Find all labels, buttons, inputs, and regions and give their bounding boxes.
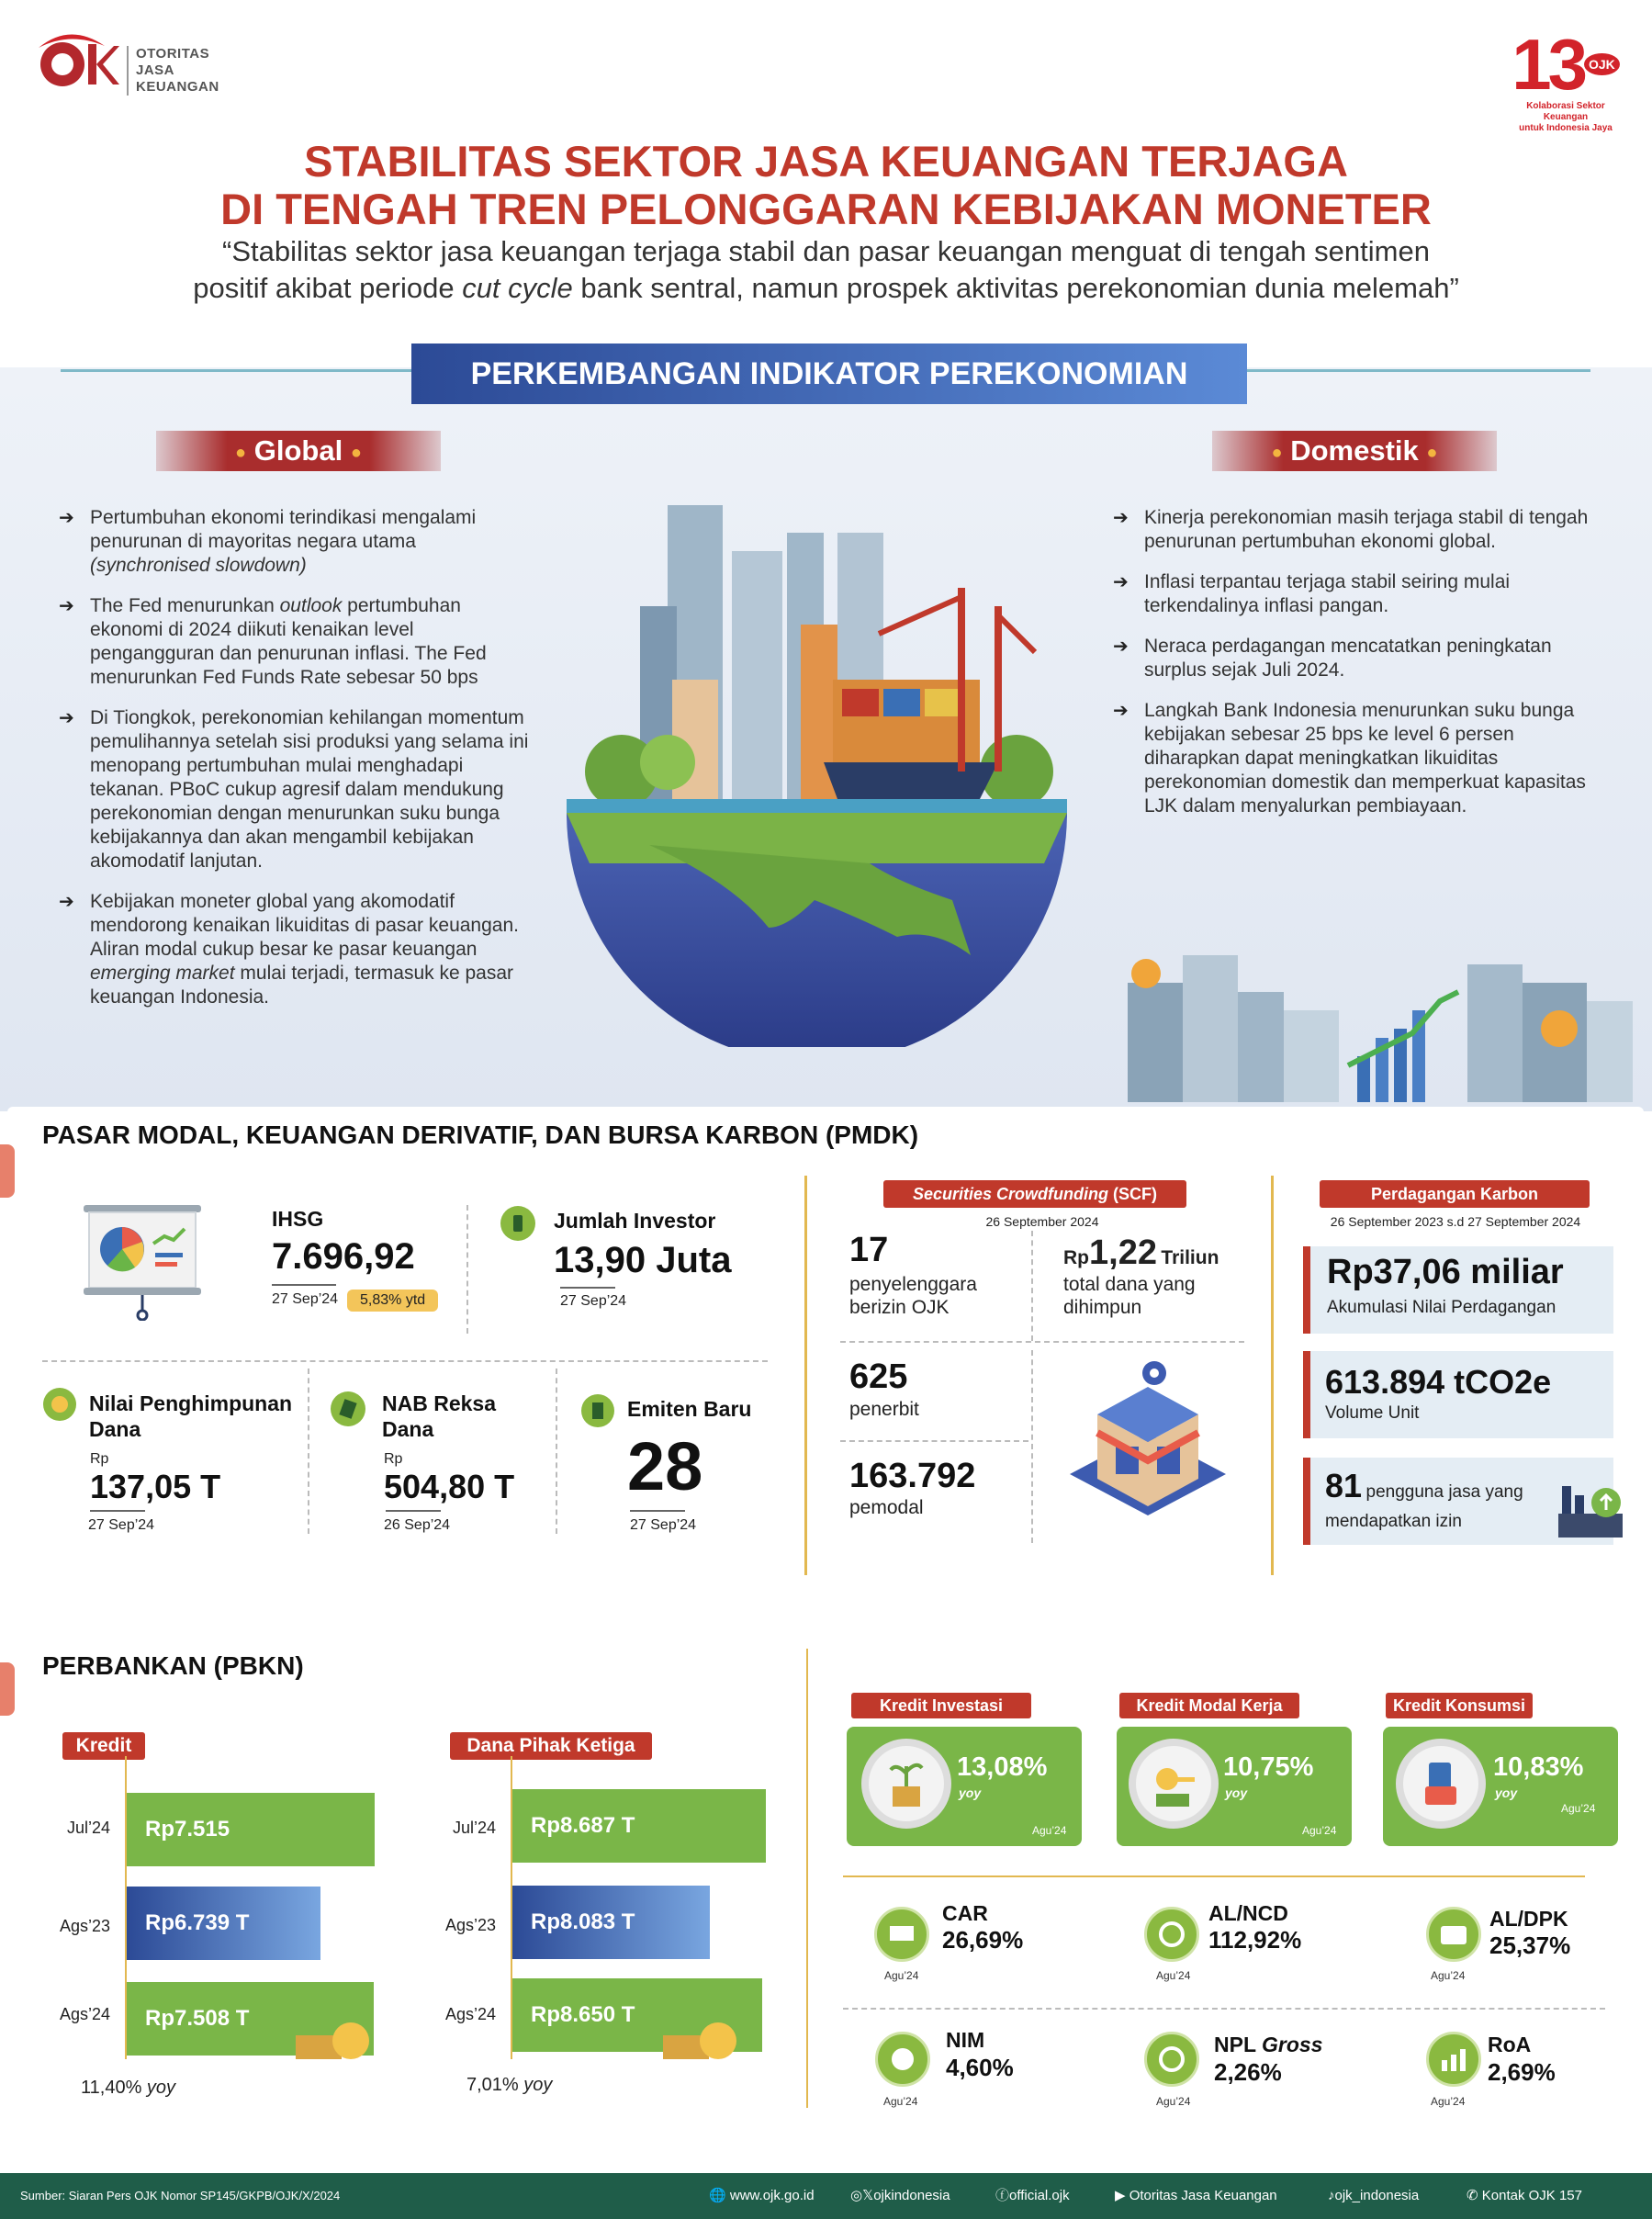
city-globe-illustration [567, 496, 1067, 1047]
global-list [59, 506, 536, 1026]
kredit-konsumsi-value: 10,83% [1493, 1752, 1584, 1782]
npl-name-text: NPL [1214, 2033, 1262, 2056]
bar-period-label: Jul’24 [452, 1819, 496, 1837]
kredit-modal-kerja-date: Agu’24 [1302, 1824, 1337, 1837]
gold-divider [1271, 1176, 1274, 1575]
emiten-label: Emiten Baru [627, 1397, 752, 1421]
anniv-tagline: Kolaborasi Sektor Keuangan [1526, 101, 1605, 122]
karbon-date: 26 September 2023 s.d 27 September 2024 [1330, 1214, 1581, 1229]
dot-icon: ● [1271, 442, 1283, 463]
ihsg-label: IHSG [272, 1207, 324, 1231]
ratio-aldpk-name: AL/DPK [1489, 1907, 1568, 1931]
bar-period-label: Ags’23 [444, 1916, 496, 1934]
logo-text-line: JASA [136, 62, 175, 78]
yoy-value: 7,01% [466, 2075, 519, 2095]
instagram-x-icon: ◎𝕏 [850, 2188, 874, 2203]
domestik-list [1113, 506, 1600, 835]
section-tab [0, 1662, 15, 1716]
list-item: ➔ Neraca perdagangan mencatatkan peningkatan surplus sejak Juli 2024. [1113, 635, 1600, 682]
section-title: PERKEMBANGAN INDIKATOR PEREKONOMIAN [411, 344, 1247, 404]
ratio-alncd-value: 112,92% [1208, 1926, 1302, 1954]
dpk-bar-ags23: Rp8.083 T [512, 1886, 710, 1959]
kredit-investasi-value: 13,08% [957, 1752, 1048, 1782]
scf-pemodal-label: pemodal [849, 1497, 924, 1518]
footer [0, 2173, 1652, 2219]
money-cycle-icon [1144, 1907, 1199, 1962]
ratio-car-value: 26,69% [942, 1926, 1024, 1954]
item-emphasis: outlook [279, 595, 343, 616]
kredit-investasi-label: Kredit Investasi [851, 1693, 1031, 1718]
coins-stack-icon [663, 2017, 736, 2061]
ratio-npl-name [1214, 2033, 1322, 2057]
footer-tiktok-link[interactable] [1328, 2173, 1419, 2219]
bar-period-label: Ags’23 [59, 1917, 110, 1935]
karbon-akumulasi-value: Rp37,06 miliar [1327, 1253, 1564, 1291]
pbkn-title: PERBANKAN (PBKN) [42, 1651, 304, 1680]
ratio-car-name: CAR [942, 1901, 988, 1925]
ihsg-ytd-badge [347, 1290, 438, 1312]
nab-value: 504,80 T [384, 1468, 515, 1505]
underline [90, 1510, 145, 1512]
kredit-konsumsi-yoy: yoy [1495, 1785, 1518, 1800]
kredit-bar-ags23: Rp6.739 T [127, 1887, 320, 1960]
divider [843, 2008, 1605, 2010]
kredit-bar-ags24: Rp7.508 T [127, 1982, 374, 2056]
domestik-label [1212, 431, 1497, 471]
item-text: The Fed menurunkan [90, 595, 280, 616]
scf-label [883, 1180, 1186, 1208]
nab-label: NAB Reksa Dana [382, 1391, 496, 1441]
ratio-car-date: Agu’24 [884, 1969, 919, 1982]
karbon-pengguna [1325, 1467, 1523, 1505]
ojk-logo-icon [33, 28, 120, 94]
ratio-alncd-date: Agu’24 [1156, 1969, 1191, 1982]
money-icon [331, 1391, 365, 1426]
anniv-number-text: 13 [1512, 24, 1584, 105]
footer-youtube-link[interactable] [1115, 2173, 1277, 2219]
global-label [156, 431, 441, 471]
rp-prefix: Rp [384, 1451, 403, 1467]
penghimpunan-label: Nilai Penghimpunan Dana [89, 1391, 293, 1441]
logo-text-line: KEUANGAN [136, 79, 219, 95]
divider [556, 1369, 557, 1534]
pengguna-value: 81 [1325, 1467, 1363, 1504]
npl-icon [1144, 2032, 1199, 2087]
list-item [59, 890, 536, 1009]
dana-number: 1,22 [1089, 1233, 1157, 1272]
kredit-modal-kerja-value: 10,75% [1223, 1752, 1314, 1782]
underline [272, 1284, 336, 1286]
underline [630, 1510, 685, 1512]
anniv-tagline: untuk Indonesia Jaya [1519, 123, 1613, 133]
social-text: ojkindonesia [873, 2188, 950, 2203]
phone-wallet-icon [1396, 1739, 1486, 1829]
kontak-text: Kontak OJK 157 [1481, 2188, 1582, 2203]
investor-value: 13,90 Juta [554, 1240, 732, 1280]
pmdk-title: PASAR MODAL, KEUANGAN DERIVATIF, DAN BURSA KARBON (PMDK) [42, 1121, 919, 1149]
building-icon [581, 1394, 614, 1427]
npl-name-em: Gross [1261, 2033, 1323, 2056]
global-label-text: Global [253, 434, 343, 467]
money-hand-icon [874, 1907, 929, 1962]
dpk-bar-jul24: Rp8.687 T [512, 1789, 766, 1863]
dpk-label: Dana Pihak Ketiga [450, 1732, 652, 1760]
dot-icon: ● [350, 442, 362, 463]
phone-icon: ✆ [1467, 2188, 1478, 2203]
yoy-label: yoy [146, 2078, 176, 2098]
ratio-aldpk-value: 25,37% [1489, 1932, 1571, 1959]
item-text: Pertumbuhan ekonomi terindikasi mengalami penurunan di mayoritas negara utama [90, 507, 477, 552]
underline [386, 1510, 441, 1512]
footer-web-link[interactable] [709, 2173, 815, 2219]
yoy-label: yoy [523, 2075, 553, 2095]
dana-unit: Triliun [1161, 1247, 1219, 1268]
tiktok-icon: ♪ [1328, 2188, 1335, 2203]
pengguna-label-2: mendapatkan izin [1325, 1512, 1462, 1531]
footer-social-link[interactable] [850, 2173, 950, 2219]
plant-coins-icon [861, 1739, 951, 1829]
kredit-yoy [81, 2078, 175, 2099]
underline [560, 1287, 615, 1289]
nab-date: 26 Sep’24 [384, 1517, 451, 1533]
ytd-text: 5,83% ytd [360, 1292, 426, 1308]
divider [1031, 1350, 1033, 1543]
quote-line1: “Stabilitas sektor jasa keuangan terjaga stabil dan pasar keuangan menguat di tengah sentimen [222, 235, 1430, 267]
investor-label: Jumlah Investor [554, 1209, 716, 1233]
scf-penerbit-label: penerbit [849, 1399, 919, 1420]
kredit-bar-jul24: Rp7.515 [127, 1793, 375, 1866]
social-text: official.ojk [1009, 2188, 1070, 2203]
divider [308, 1369, 309, 1534]
quote-line2 [37, 270, 1615, 307]
item-emphasis: (synchronised slowdown) [90, 555, 307, 576]
karbon-volume-value: 613.894 tCO2e [1325, 1363, 1552, 1401]
divider [840, 1440, 1028, 1442]
ratio-nim-name: NIM [946, 2028, 985, 2052]
list-item: ➔ Kinerja perekonomian masih terjaga stabil di tengah penurunan pertumbuhan ekonomi global. [1113, 506, 1600, 554]
main-title-line1: STABILITAS SEKTOR JASA KEUANGAN TERJAGA [304, 137, 1348, 186]
ihsg-value: 7.696,92 [272, 1236, 415, 1277]
list-item: ➔ Langkah Bank Indonesia menurunkan suku bunga kebijakan sebesar 25 bps ke level 6 persen diharapkan dapat meningkatkan likuiditas perekonomian domestik dan memperkuat kapasitas LJK dalam menyalurkan pembiayaan. [1113, 699, 1600, 818]
scf-label-em: Securities Crowdfunding [912, 1185, 1108, 1203]
storefront-icon [1061, 1359, 1235, 1534]
presentation-chart-icon [78, 1201, 207, 1321]
key-money-icon [1129, 1739, 1219, 1829]
dpk-bar-ags24: Rp8.650 T [512, 1978, 762, 2052]
divider [42, 1360, 768, 1362]
list-item: ➔ Inflasi terpantau terjaga stabil seiring mulai terkendalinya inflasi pangan. [1113, 570, 1600, 618]
penghimpunan-value: 137,05 T [90, 1468, 221, 1505]
divider [466, 1205, 468, 1334]
ratio-nim-date: Agu’24 [883, 2095, 918, 2108]
coins-stack-icon [296, 2017, 369, 2061]
scf-penerbit-value: 625 [849, 1357, 908, 1396]
quote-text: bank sentral, namun prospek aktivitas perekonomian dunia melemah” [572, 272, 1459, 304]
dpk-yoy [466, 2075, 552, 2096]
scf-dana-value [1063, 1233, 1219, 1273]
dot-icon: ● [1426, 442, 1438, 463]
emiten-value: 28 [627, 1428, 703, 1504]
emiten-date: 27 Sep’24 [630, 1517, 697, 1533]
penghimpunan-date: 27 Sep’24 [88, 1517, 155, 1533]
youtube-icon: ▶ [1115, 2188, 1126, 2203]
gold-divider [806, 1649, 808, 2108]
percent-coin-icon [875, 2032, 930, 2087]
ratio-nim-value: 4,60% [946, 2054, 1014, 2081]
quote-emphasis: cut cycle [462, 272, 573, 304]
kredit-modal-kerja-yoy: yoy [1225, 1785, 1248, 1800]
gold-divider [843, 1875, 1585, 1877]
yoy-value: 11,40% [81, 2078, 142, 2098]
list-item [59, 506, 536, 578]
bar-period-label: Jul’24 [66, 1819, 110, 1837]
quote-text: positif akibat periode [193, 272, 463, 304]
scf-date: 26 September 2024 [985, 1214, 1099, 1229]
domestik-label-text: Domestik [1290, 434, 1419, 467]
growth-chart-icon [1426, 2032, 1481, 2087]
scf-dana-label: total dana yang dihimpun [1063, 1274, 1196, 1318]
coins-icon [43, 1388, 76, 1421]
kredit-investasi-date: Agu’24 [1032, 1824, 1067, 1837]
ratio-alncd-name: AL/NCD [1208, 1901, 1288, 1925]
divider [840, 1341, 1244, 1343]
logo-text-line: OTORITAS [136, 46, 210, 62]
wallet-icon [1426, 1907, 1481, 1962]
ratio-roa-date: Agu’24 [1431, 2095, 1466, 2108]
ratio-roa-name: RoA [1488, 2033, 1532, 2056]
anniversary-number [1506, 24, 1625, 105]
kredit-modal-kerja-label: Kredit Modal Kerja [1119, 1693, 1299, 1718]
item-text: pertumbuhan ekonomi di 2024 diikuti kenaikan level pengangguran dan penurunan inflasi. The Fed menurunkan Fed Funds Rate sebesar 50 bps [90, 595, 487, 688]
anniversary-logo [1506, 24, 1625, 134]
anniv-badge: OJK [1584, 53, 1620, 75]
item-emphasis: emerging market [90, 963, 235, 984]
rp-prefix: Rp [1063, 1247, 1089, 1268]
scf-pemodal-value: 163.792 [849, 1457, 976, 1495]
bar-period-label: Ags’24 [444, 2005, 496, 2023]
youtube-text: Otoritas Jasa Keuangan [1129, 2188, 1277, 2203]
facebook-icon: ⓕ [995, 2188, 1010, 2203]
main-title-line2: DI TENGAH TREN PELONGGARAN KEBIJAKAN MONETER [220, 185, 1432, 233]
ratio-npl-value: 2,26% [1214, 2058, 1282, 2086]
list-item [59, 594, 536, 690]
item-text: mulai terjadi, termasuk ke pasar keuangan Indonesia. [90, 963, 514, 1008]
ihsg-date: 27 Sep’24 [272, 1291, 339, 1307]
web-text: www.ojk.go.id [729, 2188, 815, 2203]
footer-contact-link[interactable] [1467, 2173, 1582, 2219]
investor-date: 27 Sep’24 [560, 1293, 627, 1309]
ratio-aldpk-date: Agu’24 [1431, 1969, 1466, 1982]
item-text: Di Tiongkok, perekonomian kehilangan momentum pemulihannya setelah sisi produksi yang selama ini menopang pertumbuhan mulai menghadapi tekanan. PBoC cukup agresif dalam mendukung perekonomian dengan menurunkan suku bunga kebijakannya dan akan mengambil kebijakan akomodatif lanjutan. [90, 707, 529, 872]
list-item [59, 706, 536, 873]
kredit-investasi-yoy: yoy [959, 1785, 982, 1800]
ratio-npl-date: Agu’24 [1156, 2095, 1191, 2108]
globe-icon: 🌐 [709, 2188, 726, 2203]
footer-facebook-link[interactable] [995, 2173, 1070, 2219]
scf-label-text: (SCF) [1108, 1185, 1157, 1203]
karbon-label: Perdagangan Karbon [1320, 1180, 1590, 1208]
bar-period-label: Ags’24 [59, 2005, 110, 2023]
karbon-akumulasi-label: Akumulasi Nilai Perdagangan [1327, 1298, 1556, 1317]
gold-divider [804, 1176, 807, 1575]
section-tab [0, 1144, 15, 1198]
scf-penyelenggara-label: penyelenggara berizin OJK [849, 1274, 977, 1318]
skyline-chart-illustration [1118, 946, 1633, 1102]
kredit-label: Kredit [62, 1732, 145, 1760]
ratio-roa-value: 2,69% [1488, 2058, 1556, 2086]
rp-prefix: Rp [90, 1451, 109, 1467]
logo-text [127, 46, 219, 96]
investor-icon [500, 1206, 535, 1241]
item-text: Kebijakan moneter global yang akomodatif mendorong kenaikan likuiditas di pasar keuangan. Aliran modal cukup besar ke pasar keuangan [90, 891, 519, 960]
factory-recycle-icon [1555, 1468, 1630, 1543]
kredit-konsumsi-label: Kredit Konsumsi [1386, 1693, 1533, 1718]
pengguna-label: pengguna jasa yang [1365, 1482, 1523, 1502]
scf-penyelenggara-value: 17 [849, 1231, 889, 1269]
divider [1031, 1231, 1033, 1341]
kredit-konsumsi-date: Agu’24 [1561, 1802, 1596, 1815]
karbon-volume-label: Volume Unit [1325, 1403, 1420, 1423]
dot-icon: ● [235, 442, 247, 463]
tiktok-text: ojk_indonesia [1334, 2188, 1420, 2203]
footer-source: Sumber: Siaran Pers OJK Nomor SP145/GKPB/OJK/X/2024 [20, 2189, 341, 2202]
